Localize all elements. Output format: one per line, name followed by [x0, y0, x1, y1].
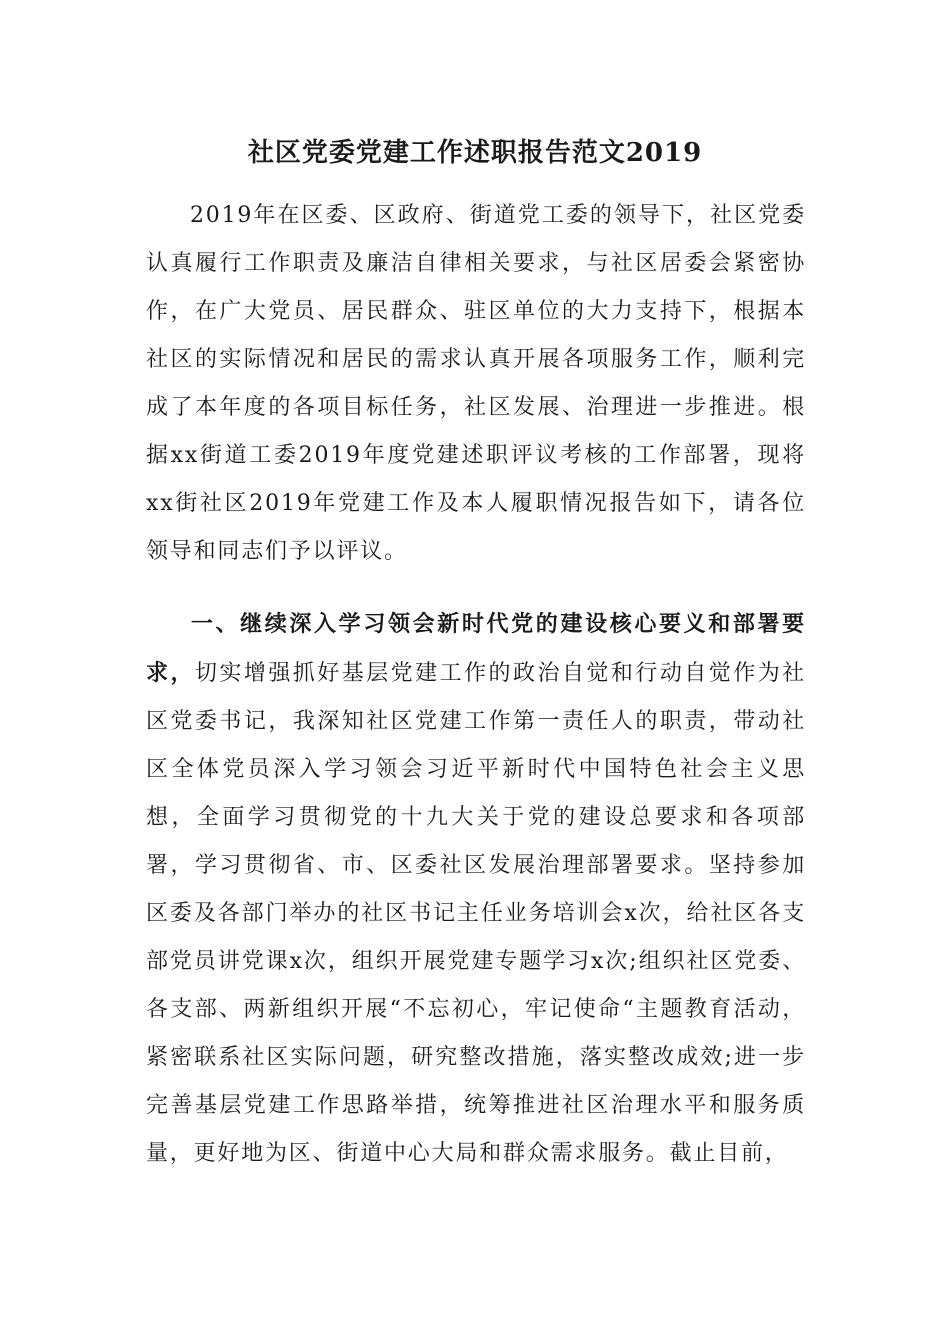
- intro-paragraph: [146, 192, 806, 576]
- intro-paragraph-text: 2019年在区委、区政府、街道党工委的领导下，社区党委认真履行工作职责及廉洁自律相关要求，与社区居委会紧密协作，在广大党员、居民群众、驻区单位的大力支持下，根据本社区的实际情况和居民的需求认真开展各项服务工作，顺利完成了本年度的各项目标任务，社区发展、治理进一步推进。根据xx街道工委2019年度党建述职评议考核的工作部署，现将xx街社区2019年党建工作及本人履职情况报告如下，请各位领导和同志们予以评议。: [146, 203, 806, 564]
- section-1-heading: 一、继续深入学习领会新时代党的建设核心要义和部署要求，: [146, 611, 806, 686]
- document-title: 社区党委党建工作述职报告范文2019: [247, 138, 703, 168]
- section-1-paragraph: [146, 600, 806, 1178]
- section-1-body: 切实增强抓好基层党建工作的政治自觉和行动自觉作为社区党委书记，我深知社区党建工作第一责任人的职责，带动社区全体党员深入学习领会习近平新时代中国特色社会主义思想，全面学习贯彻党的十九大关于党的建设总要求和各项部署，学习贯彻省、市、区委社区发展治理部署要求。坚持参加区委及各部门举办的社区书记主任业务培训会x次，给社区各支部党员讲党课x次，组织开展党建专题学习x次;组织社区党委、各支部、两新组织开展“不忘初心，牢记使命“主题教育活动，紧密联系社区实际问题，研究整改措施，落实整改成效;进一步完善基层党建工作思路举措，统筹推进社区治理水平和服务质量，更好地为区、街道中心大局和群众需求服务。截止目前，: [146, 661, 806, 1166]
